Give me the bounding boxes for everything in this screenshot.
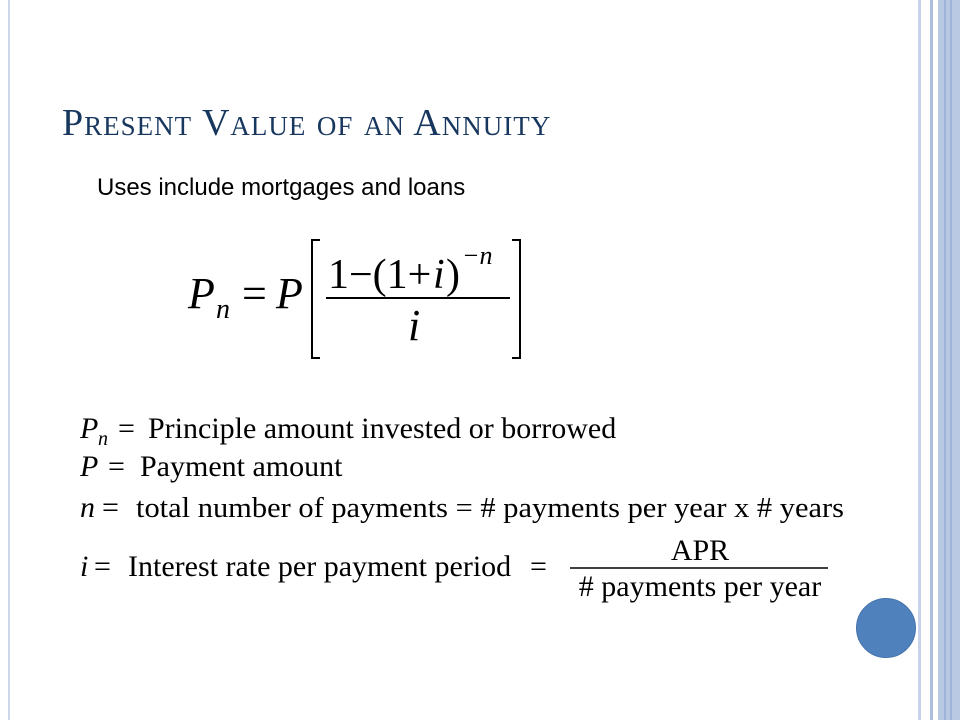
def-equals: = (94, 550, 111, 583)
definition-pn (80, 412, 616, 450)
definition-n (80, 491, 844, 524)
def-var: n (80, 491, 95, 524)
formula-equals: = (242, 269, 267, 318)
right-bracket (512, 240, 520, 358)
right-stripe (950, 0, 952, 720)
definition-i (80, 534, 828, 603)
frac-numerator: APR (670, 534, 730, 567)
left-border-rule (8, 0, 10, 720)
definition-p (80, 450, 343, 483)
def-var: P (80, 450, 99, 483)
def-text: Principle amount invested or borrowed (148, 412, 617, 445)
formula-lhs-sub: n (216, 294, 230, 325)
def-equals: = (102, 491, 119, 524)
variable-definitions (80, 408, 860, 608)
formula-numerator-close: ) (446, 252, 460, 298)
slide-subtitle: Uses include mortgages and loans (97, 174, 466, 201)
def-sub: n (98, 428, 108, 450)
def-text: total number of payments = # payments per year x # years (136, 492, 845, 524)
formula-denominator: i (408, 301, 421, 350)
accent-circle (856, 598, 916, 658)
left-bracket (312, 240, 320, 358)
def-text: Interest rate per payment period (128, 550, 512, 583)
def-equals-2: = (530, 550, 547, 583)
right-stripe (944, 0, 946, 720)
def-equals: = (108, 450, 125, 483)
frac-denominator: # payments per year (578, 570, 822, 603)
formula-lhs-var: P (188, 269, 215, 318)
annuity-formula (180, 232, 540, 367)
def-text: Payment amount (140, 450, 343, 483)
formula-numerator-i: i (433, 252, 445, 298)
slide-title: Present Value of an Annuity (62, 102, 552, 144)
formula-exponent: −n (462, 241, 493, 270)
right-stripe (921, 0, 930, 720)
def-equals: = (118, 412, 135, 445)
formula-factor: P (276, 269, 303, 318)
def-var: i (80, 550, 89, 583)
formula-numerator-base: 1−(1+ (328, 252, 432, 298)
def-var: P (80, 412, 99, 445)
right-stripe (938, 0, 960, 720)
